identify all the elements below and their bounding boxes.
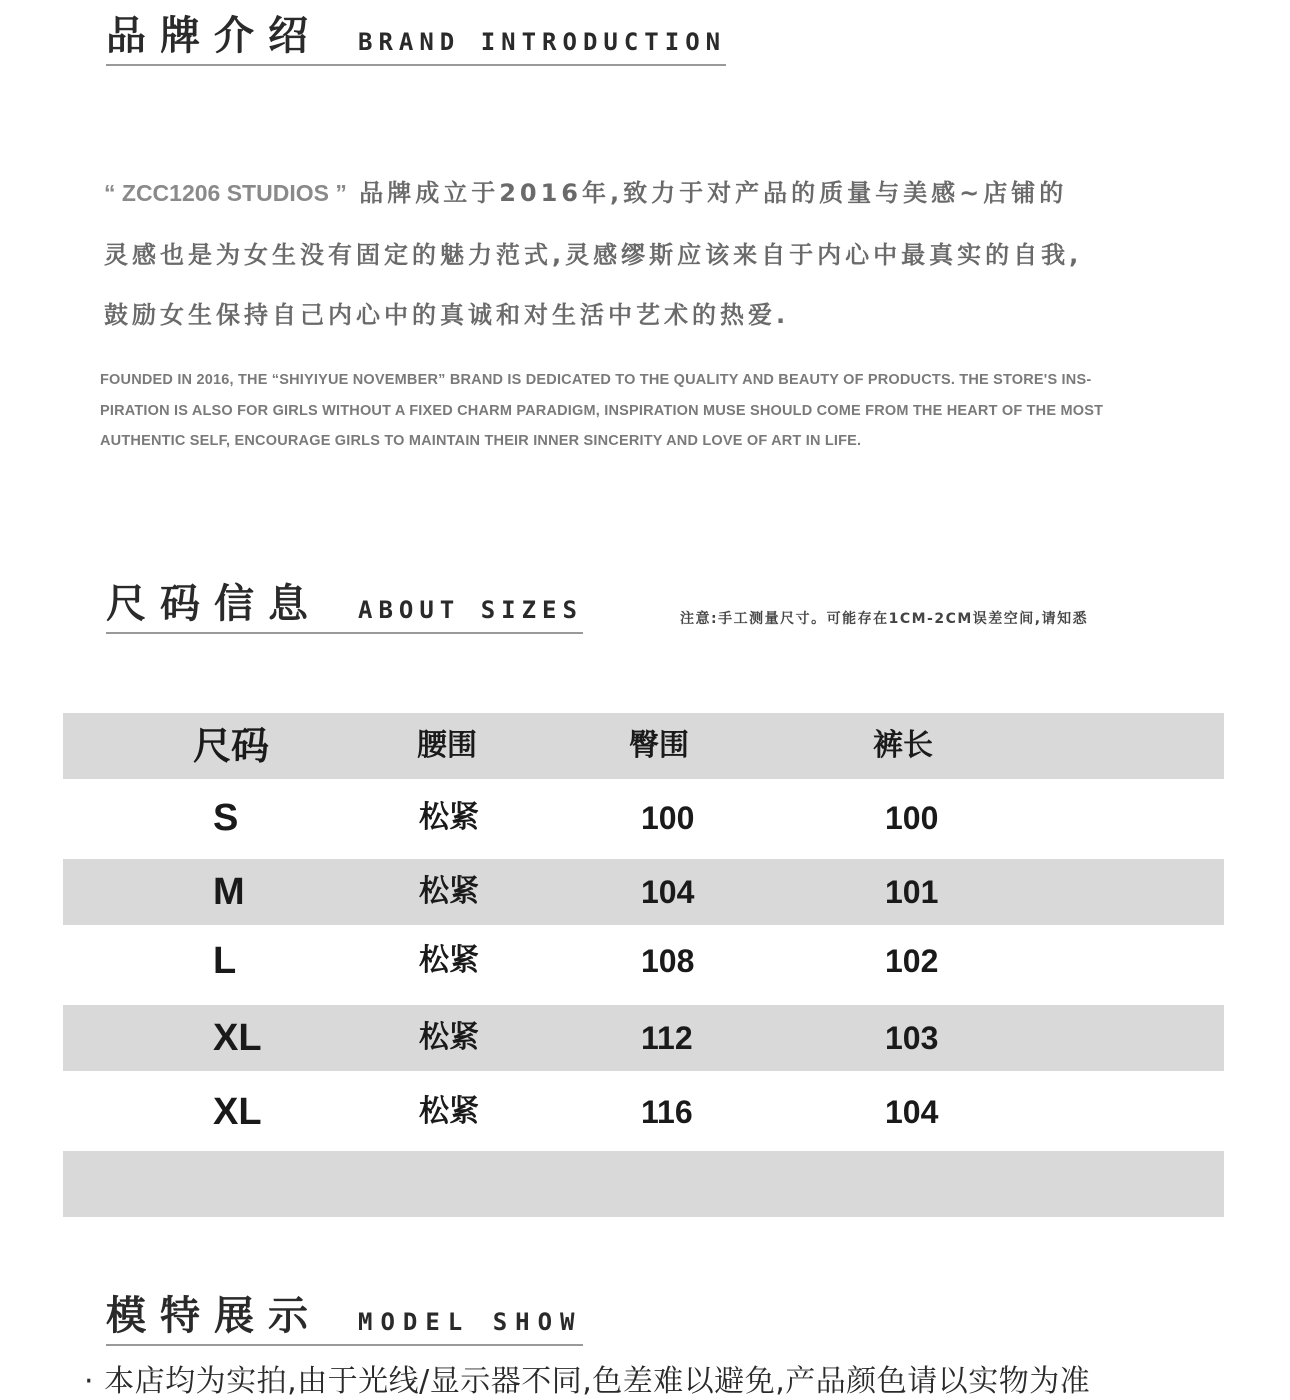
table-row [63, 1005, 1224, 1071]
header-size: 尺码 [193, 724, 270, 768]
cell-size: M [213, 871, 245, 913]
header-waist: 腰围 [417, 728, 477, 763]
cell-hip: 116 [641, 1094, 693, 1130]
brand-intro-cn-line3: 鼓励女生保持自己内心中的真诚和对生活中艺术的热爱. [104, 301, 790, 329]
cell-waist: 松紧 [419, 943, 479, 978]
cell-length: 100 [885, 800, 939, 836]
size-info-heading [106, 580, 583, 634]
brand-title-cn: 品牌介绍 [106, 13, 322, 59]
brand-intro-cn-line1-text: 品牌成立于2016年,致力于对产品的质量与美感~店铺的 [359, 179, 1068, 207]
cell-waist: 松紧 [419, 1020, 479, 1055]
cell-length: 101 [885, 874, 939, 910]
color-disclaimer: · 本店均为实拍,由于光线/显示器不同,色差难以避免,产品颜色请以实物为准 [84, 1364, 1091, 1399]
cell-length: 102 [885, 943, 939, 979]
cell-size: S [213, 797, 239, 839]
cell-hip: 100 [641, 800, 695, 836]
header-length: 裤长 [873, 728, 933, 763]
brand-name: “ ZCC1206 STUDIOS ” [104, 180, 347, 206]
brand-title-en: BRAND INTRODUCTION [358, 28, 727, 56]
model-show-heading [106, 1292, 583, 1346]
size-title-en: ABOUT SIZES [358, 596, 583, 624]
table-row [63, 859, 1224, 925]
cell-hip: 112 [641, 1020, 693, 1056]
table-row [63, 928, 1224, 994]
cell-hip: 104 [641, 874, 695, 910]
cell-size: XL [213, 1017, 262, 1059]
brand-introduction-heading [106, 12, 726, 66]
cell-size: L [213, 940, 237, 982]
cell-size: XL [213, 1091, 262, 1133]
model-title-cn: 模特展示 [106, 1293, 322, 1339]
measurement-note: 注意:手工测量尺寸。可能存在1CM-2CM误差空间,请知悉 [680, 611, 1089, 627]
cell-length: 104 [885, 1094, 939, 1130]
brand-intro-en-line1: FOUNDED IN 2016, THE “SHIYIYUE NOVEMBER” BRAND IS DEDICATED TO THE QUALITY AND BEAUTY OF PRODUCTS. THE STORE'S INS- [100, 372, 1092, 388]
brand-intro-cn-line2: 灵感也是为女生没有固定的魅力范式,灵感缪斯应该来自于内心中最真实的自我, [104, 241, 1083, 269]
cell-waist: 松紧 [419, 1094, 479, 1129]
cell-waist: 松紧 [419, 874, 479, 909]
table-row [63, 1079, 1224, 1145]
cell-waist: 松紧 [419, 800, 479, 835]
brand-intro-cn-line1 [104, 178, 1234, 208]
cell-hip: 108 [641, 943, 695, 979]
header-hip: 臀围 [629, 728, 689, 763]
table-row [63, 785, 1224, 851]
cell-length: 103 [885, 1020, 939, 1056]
brand-intro-en-line2: PIRATION IS ALSO FOR GIRLS WITHOUT A FIXED CHARM PARADIGM, INSPIRATION MUSE SHOULD COME FROM THE HEART OF THE MOST [100, 403, 1104, 419]
model-title-en: MODEL SHOW [358, 1308, 583, 1336]
brand-intro-en-line3: AUTHENTIC SELF, ENCOURAGE GIRLS TO MAINTAIN THEIR INNER SINCERITY AND LOVE OF ART IN LIFE. [100, 433, 862, 449]
size-title-cn: 尺码信息 [106, 581, 322, 627]
table-header-row [63, 713, 1224, 779]
table-empty-row [63, 1151, 1224, 1217]
